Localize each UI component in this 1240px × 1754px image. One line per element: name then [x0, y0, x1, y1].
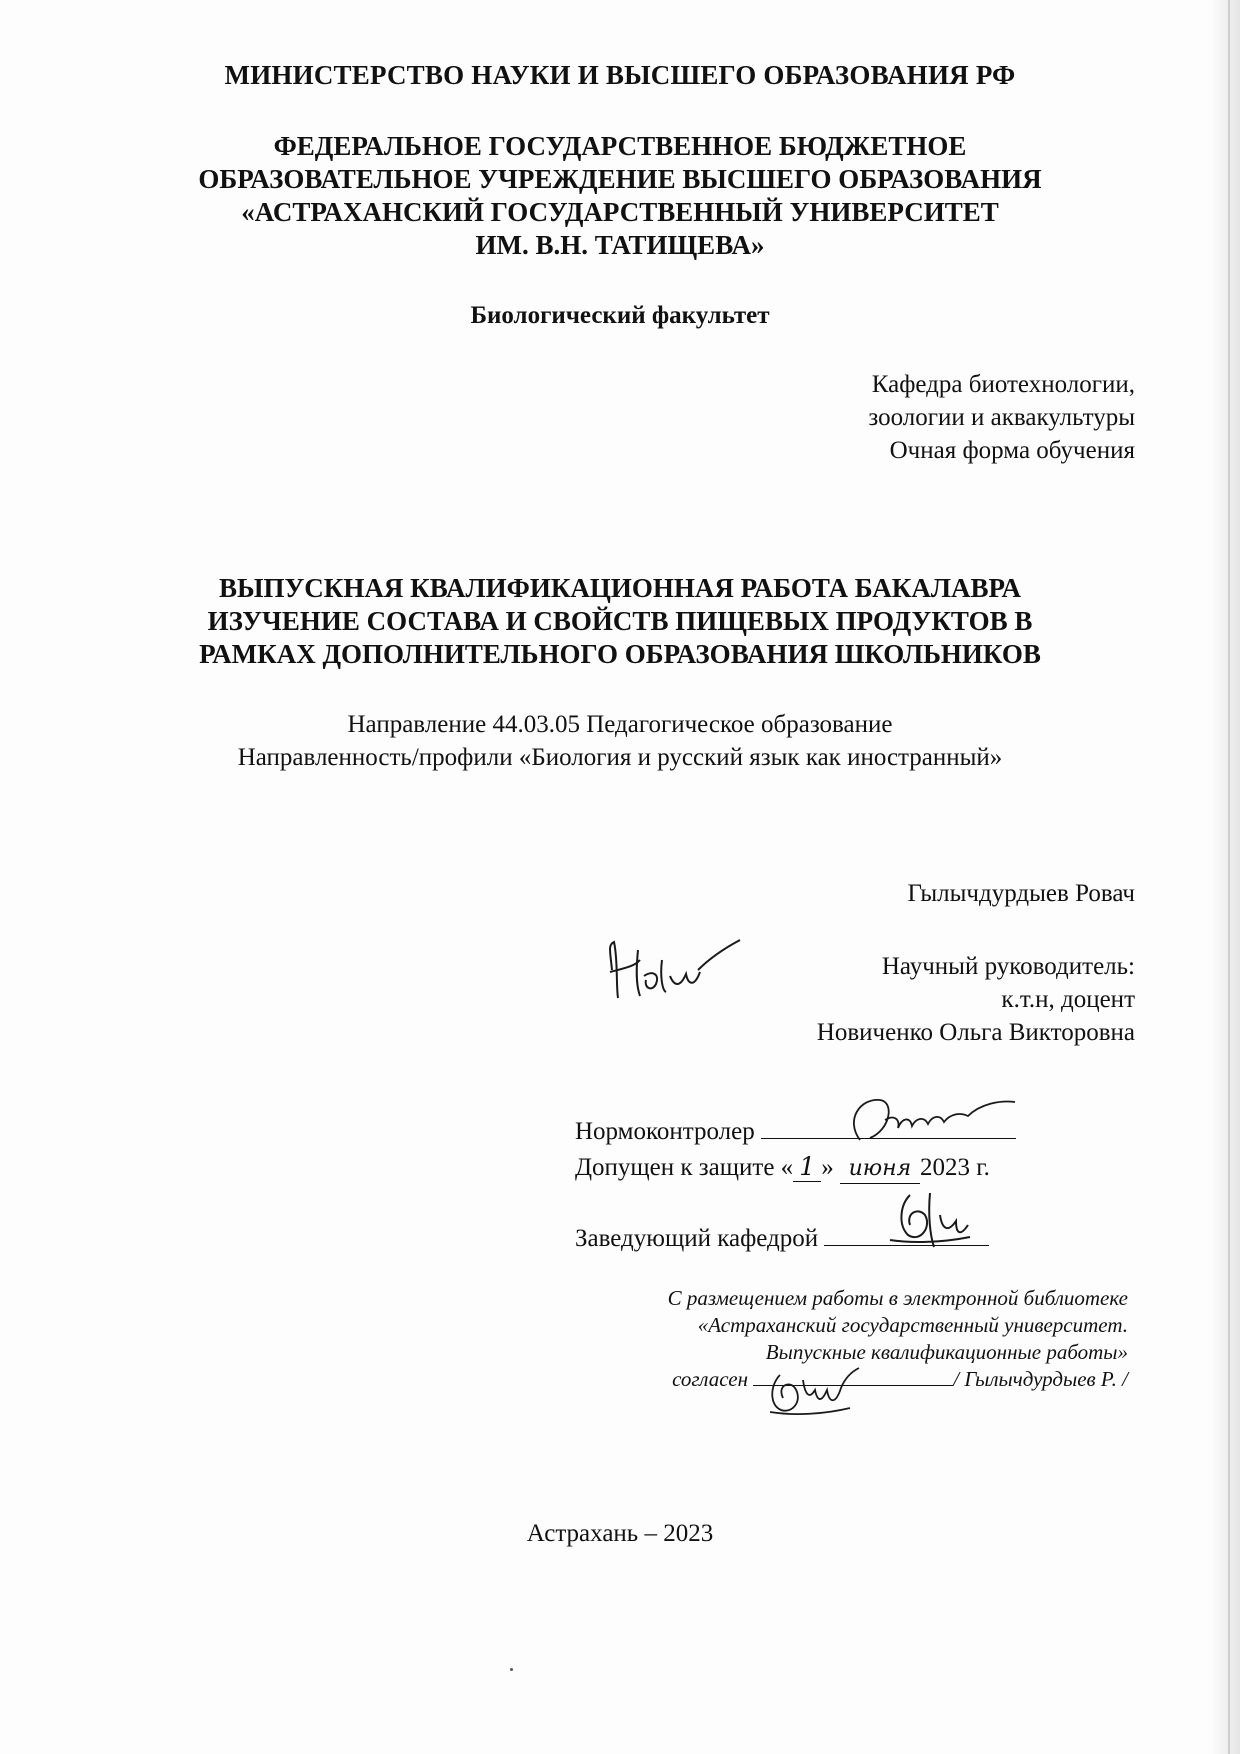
- work-title-line: ИЗУЧЕНИЕ СОСТАВА И СВОЙСТВ ПИЩЕВЫХ ПРОДУКТОВ В: [207, 606, 1033, 636]
- normcontrol-label: Нормоконтролер: [575, 1118, 755, 1145]
- supervisor-block: [817, 950, 1135, 1049]
- scan-edge-line: [1228, 0, 1230, 1754]
- head-label: Заведующий кафедрой: [575, 1225, 819, 1252]
- department-line: Кафедра биотехнологии,: [871, 371, 1135, 398]
- supervisor-label: Научный руководитель:: [881, 953, 1135, 980]
- head-signature: [870, 1185, 990, 1255]
- consent-line: «Астраханский государственный университет.: [697, 1313, 1128, 1337]
- author-signature: [755, 1360, 865, 1420]
- ministry-title: МИНИСТЕРСТВО НАУКИ И ВЫСШЕГО ОБРАЗОВАНИЯ РФ: [224, 60, 1016, 90]
- supervisor-degree: к.т.н, доцент: [1001, 986, 1135, 1013]
- admission-month: июня: [840, 1155, 920, 1184]
- department-block: [868, 368, 1135, 467]
- institution-line: «АСТРАХАНСКИЙ ГОСУДАРСТВЕННЫЙ УНИВЕРСИТЕТ: [241, 197, 999, 227]
- work-title-line: ВЫПУСКНАЯ КВАЛИФИКАЦИОННАЯ РАБОТА БАКАЛАВРА: [218, 573, 1022, 603]
- profile-text: Направленность/профили «Биология и русский язык как иностранный»: [237, 744, 1003, 771]
- direction-block: [0, 708, 1240, 774]
- admission-year: 2023 г.: [919, 1154, 990, 1181]
- admission-mid: »: [821, 1154, 834, 1181]
- work-title-line: РАМКАХ ДОПОЛНИТЕЛЬНОГО ОБРАЗОВАНИЯ ШКОЛЬНИКОВ: [199, 639, 1041, 669]
- admission-row: [575, 1153, 990, 1184]
- faculty-name: Биологический факультет: [470, 302, 770, 329]
- supervisor-signature: [600, 930, 750, 1005]
- city-year: Астрахань – 2023: [526, 1520, 714, 1547]
- work-title: [0, 572, 1240, 671]
- institution-line: ОБРАЗОВАТЕЛЬНОЕ УЧРЕЖДЕНИЕ ВЫСШЕГО ОБРАЗОВАНИЯ: [198, 164, 1042, 194]
- normcontrol-signature: [840, 1090, 1020, 1150]
- direction-text: Направление 44.03.05 Педагогическое образование: [347, 711, 893, 738]
- consent-agree-label: согласен: [672, 1367, 748, 1391]
- institution-block: [0, 130, 1240, 262]
- consent-agree-suffix: / Гылычдурдыев Р. /: [953, 1367, 1128, 1391]
- supervisor-name: Новиченко Ольга Викторовна: [816, 1019, 1135, 1046]
- admission-day: 1: [793, 1153, 821, 1182]
- scan-edge-shadow: [1210, 0, 1240, 1754]
- department-line: зоологии и аквакультуры: [868, 404, 1135, 431]
- institution-line: ИМ. В.Н. ТАТИЩЕВА»: [475, 230, 765, 260]
- consent-line: Выпускные квалификационные работы»: [765, 1340, 1128, 1364]
- consent-agree-row: [668, 1366, 1128, 1393]
- consent-line: С размещением работы в электронной библиотеке: [667, 1286, 1128, 1310]
- study-form: Очная форма обучения: [889, 437, 1135, 464]
- consent-block: [668, 1285, 1128, 1393]
- institution-line: ФЕДЕРАЛЬНОЕ ГОСУДАРСТВЕННОЕ БЮДЖЕТНОЕ: [273, 131, 967, 161]
- author-name: Гылычдурдыев Ровач: [907, 880, 1135, 907]
- scan-dot: [510, 1668, 513, 1671]
- admission-prefix: Допущен к защите «: [575, 1154, 794, 1181]
